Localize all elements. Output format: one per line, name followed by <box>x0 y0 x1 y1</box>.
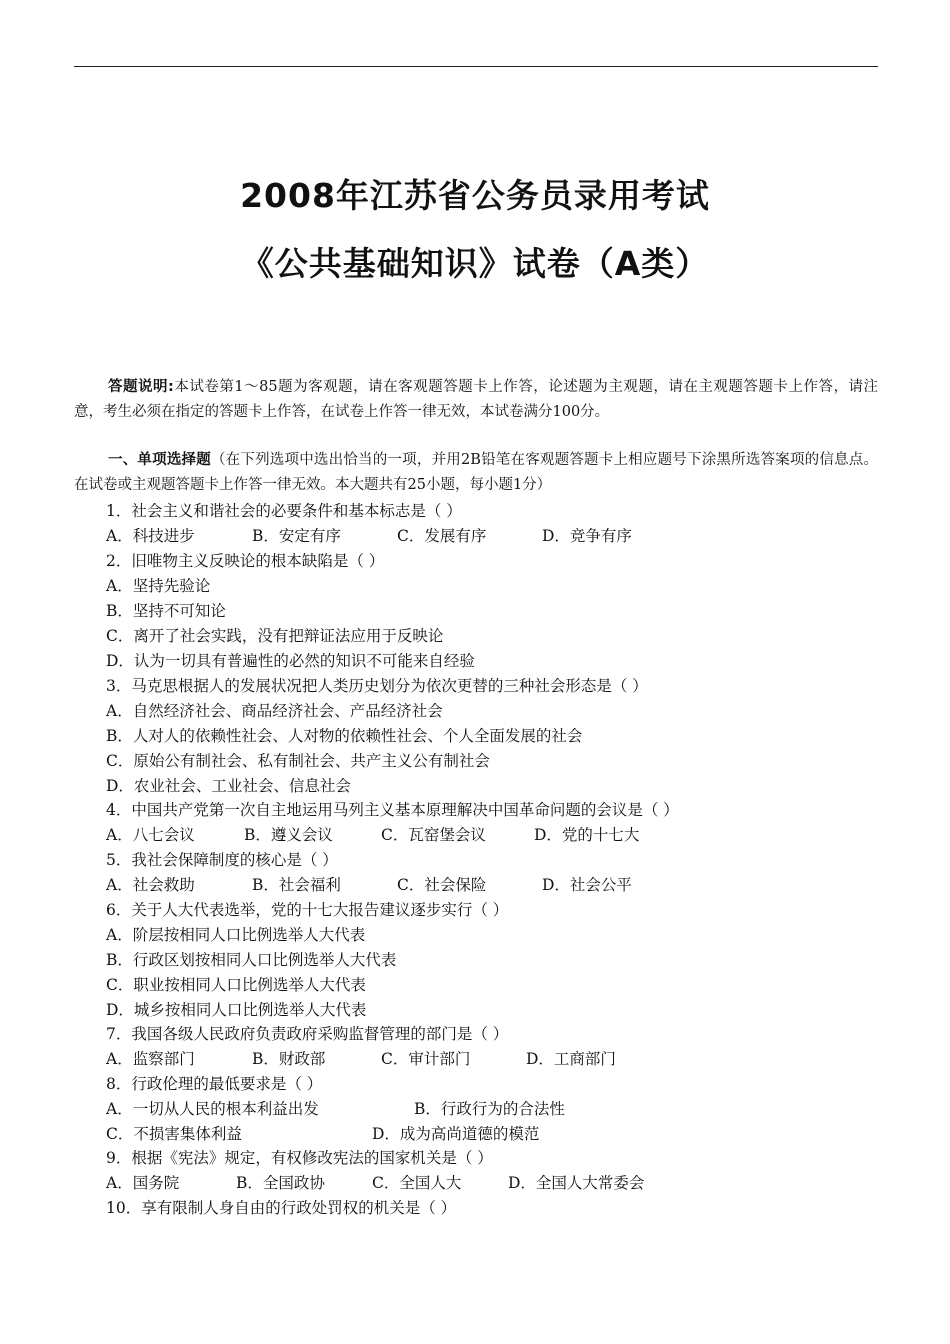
question-stem: 6．关于人大代表选举，党的十七大报告建议逐步实行（ ） <box>106 901 509 919</box>
question-option: C．全国人大 <box>372 1174 462 1192</box>
question-stem: 10．享有限制人身自由的行政处罚权的机关是（ ） <box>106 1199 457 1217</box>
question-option: A．监察部门 <box>106 1050 195 1068</box>
question-option: B．全国政协 <box>236 1174 325 1192</box>
question-option: D．成为高尚道德的模范 <box>372 1125 540 1143</box>
question-option: A．社会救助 <box>106 876 195 894</box>
question-option: D．党的十七大 <box>534 826 640 844</box>
question-option: A．阶层按相同人口比例选举人大代表 <box>106 926 366 944</box>
question-stem: 2．旧唯物主义反映论的根本缺陷是（ ） <box>106 552 385 570</box>
question-option: B．行政行为的合法性 <box>414 1100 565 1118</box>
question-stem: 3．马克思根据人的发展状况把人类历史划分为依次更替的三种社会形态是（ ） <box>106 677 648 695</box>
question-option: A．八七会议 <box>106 826 195 844</box>
question-option: A．国务院 <box>106 1174 180 1192</box>
question-option: D．竞争有序 <box>542 527 632 545</box>
question-stem: 8．行政伦理的最低要求是（ ） <box>106 1075 323 1093</box>
question-option: C．审计部门 <box>381 1050 471 1068</box>
question-stem: 4．中国共产党第一次自主地运用马列主义基本原理解决中国革命问题的会议是（ ） <box>106 801 679 819</box>
question-option: B．遵义会议 <box>244 826 333 844</box>
question-option: C．发展有序 <box>397 527 487 545</box>
question-option: B．人对人的依赖性社会、人对物的依赖性社会、个人全面发展的社会 <box>106 727 583 745</box>
question-option: C．不损害集体利益 <box>106 1125 242 1143</box>
question-option: C．瓦窑堡会议 <box>381 826 486 844</box>
question-option: D．农业社会、工业社会、信息社会 <box>106 777 351 795</box>
section-label: 一、单项选择题 <box>108 452 211 468</box>
question-option: B．社会福利 <box>252 876 341 894</box>
question-option: C．社会保险 <box>397 876 487 894</box>
question-option: C．离开了社会实践，没有把辩证法应用于反映论 <box>106 627 444 645</box>
question-stem: 7．我国各级人民政府负责政府采购监督管理的部门是（ ） <box>106 1025 509 1043</box>
instructions-text: 本试卷第1～85题为客观题，请在客观题答题卡上作答，论述题为主观题，请在主观题答题卡上作答，请注意，考生必须在指定的答题卡上作答，在试卷上作答一律无效，本试卷满分100分。 <box>74 379 878 420</box>
header-rule <box>74 66 878 67</box>
question-option: D．全国人大常委会 <box>508 1174 645 1192</box>
question-option: A．坚持先验论 <box>106 577 211 595</box>
section-text: （在下列选项中选出恰当的一项，并用2B铅笔在客观题答题卡上相应题号下涂黑所选答案项的信息点。在试卷或主观题答题卡上作答一律无效。本大题共有25小题，每小题1分） <box>74 452 878 493</box>
question-option: B．坚持不可知论 <box>106 602 226 620</box>
instructions-label: 答题说明: <box>108 379 174 395</box>
question-option: B．财政部 <box>252 1050 326 1068</box>
question-option: C．职业按相同人口比例选举人大代表 <box>106 976 366 994</box>
question-option: C．原始公有制社会、私有制社会、共产主义公有制社会 <box>106 752 490 770</box>
question-stem: 9．根据《宪法》规定，有权修改宪法的国家机关是（ ） <box>106 1149 493 1167</box>
question-stem: 5．我社会保障制度的核心是（ ） <box>106 851 338 869</box>
instructions-paragraph <box>74 375 878 425</box>
question-option: A．自然经济社会、商品经济社会、产品经济社会 <box>106 702 443 720</box>
question-option: D．认为一切具有普遍性的必然的知识不可能来自经验 <box>106 652 475 670</box>
question-option: A．一切从人民的根本利益出发 <box>106 1100 319 1118</box>
question-option: B．行政区划按相同人口比例选举人大代表 <box>106 951 397 969</box>
question-option: D．工商部门 <box>526 1050 616 1068</box>
section-heading-paragraph <box>74 448 878 498</box>
exam-subtitle: 《公共基础知识》试卷（A类） <box>240 244 710 283</box>
question-option: D．社会公平 <box>542 876 632 894</box>
question-option: A．科技进步 <box>106 527 195 545</box>
question-option: B．安定有序 <box>252 527 341 545</box>
question-stem: 1．社会主义和谐社会的必要条件和基本标志是（ ） <box>106 502 462 520</box>
exam-title: 2008年江苏省公务员录用考试 <box>240 176 710 215</box>
question-option: D．城乡按相同人口比例选举人大代表 <box>106 1001 367 1019</box>
